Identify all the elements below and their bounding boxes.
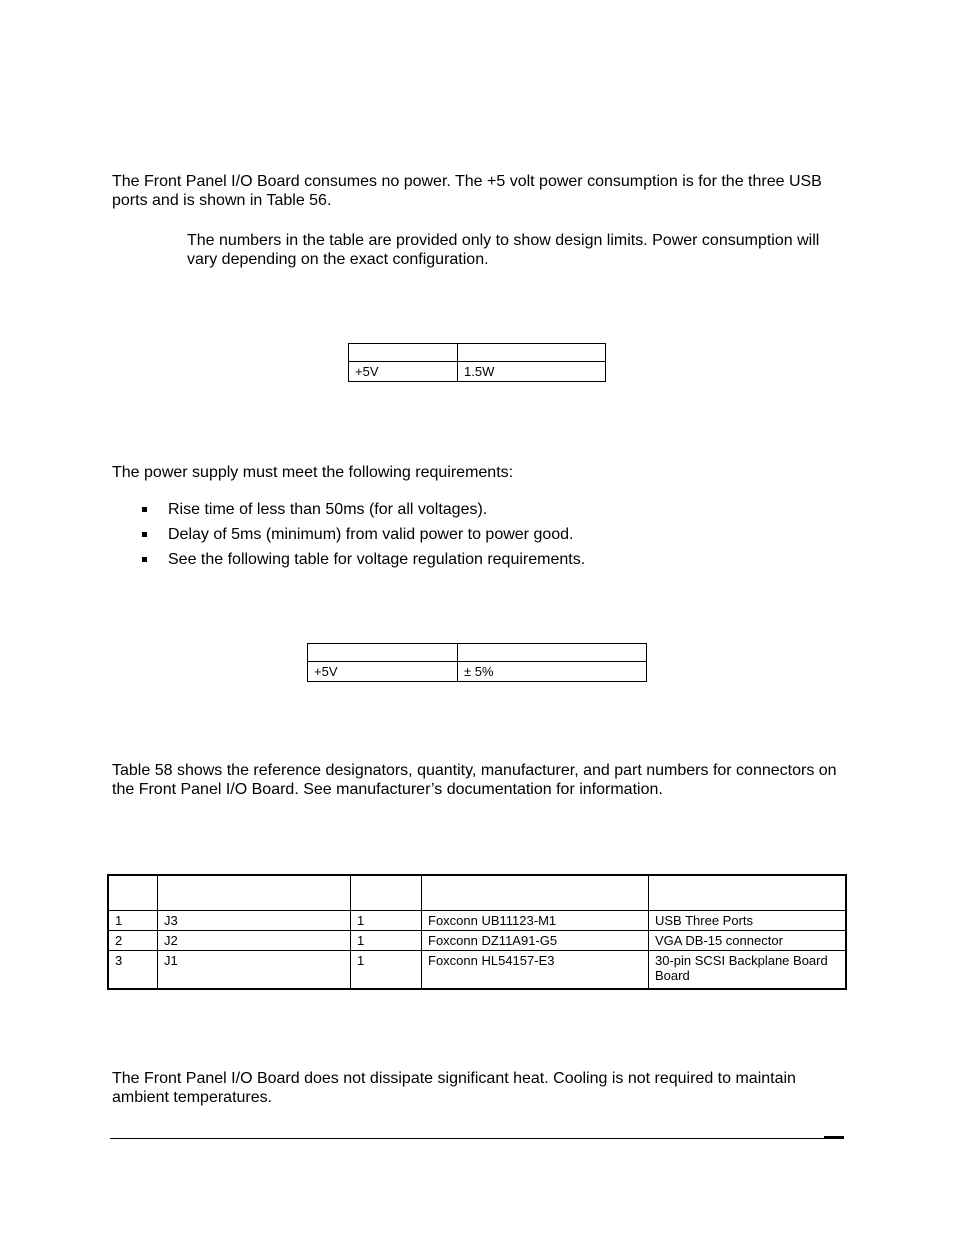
table-row (349, 362, 606, 382)
table-cell: USB Three Ports (649, 911, 847, 931)
table-cell: 1 (108, 911, 158, 931)
power-requirements-intro: The power supply must meet the following requirements: (112, 464, 514, 481)
table-cell: ± 5% (458, 662, 647, 682)
power-consumption-note: The numbers in the table are provided only to show design limits. Power consumption will vary depending on the exact configuration. (187, 232, 820, 268)
table-header-cell (458, 344, 606, 362)
table-cell: 2 (108, 931, 158, 951)
table-header-cell (422, 875, 649, 911)
table-cell: VGA DB-15 connector (649, 931, 847, 951)
table-cell: 1.5W (458, 362, 606, 382)
table-header-cell (349, 344, 458, 362)
table-cell: +5V (349, 362, 458, 382)
table-cell: 1 (351, 931, 422, 951)
table-row (108, 911, 846, 931)
table-cell: Foxconn DZ11A91-G5 (422, 931, 649, 951)
list-item-text: See the following table for voltage regulation requirements. (168, 551, 586, 568)
bullet-square-icon (142, 507, 147, 512)
bullet-square-icon (142, 532, 147, 537)
bullet-square-icon (142, 557, 147, 562)
table-header-cell (458, 644, 647, 662)
power-consumption-table (348, 343, 606, 382)
voltage-regulation-table (307, 643, 647, 682)
table-header-row (308, 644, 647, 662)
cooling-paragraph: The Front Panel I/O Board does not dissipate significant heat. Cooling is not required to maintain ambient temperatures. (112, 1070, 796, 1106)
table-cell: 3 (108, 951, 158, 990)
footer-rule-mark (824, 1136, 844, 1138)
list-item-text: Delay of 5ms (minimum) from valid power to power good. (168, 526, 574, 543)
footer-rule (110, 1138, 844, 1139)
table-row (108, 951, 846, 990)
list-item-text: Rise time of less than 50ms (for all voltages). (168, 501, 488, 518)
table-cell: J2 (158, 931, 351, 951)
table-cell: 1 (351, 911, 422, 931)
table-cell: +5V (308, 662, 458, 682)
table-header-row (349, 344, 606, 362)
table-cell: Foxconn HL54157-E3 (422, 951, 649, 990)
table-cell: 30-pin SCSI Backplane Board Board (649, 951, 847, 990)
connectors-table (107, 874, 847, 990)
connectors-paragraph: Table 58 shows the reference designators, quantity, manufacturer, and part numbers for connectors on the Front Panel I/O Board. See manufacturer’s documentation for information. (112, 762, 837, 798)
table-header-cell (308, 644, 458, 662)
list-item (140, 500, 585, 525)
table-cell: J1 (158, 951, 351, 990)
table-row (308, 662, 647, 682)
list-item (140, 525, 585, 550)
table-header-cell (351, 875, 422, 911)
table-cell: Foxconn UB11123-M1 (422, 911, 649, 931)
power-requirements-list (140, 500, 585, 575)
table-cell: J3 (158, 911, 351, 931)
table-header-cell (108, 875, 158, 911)
list-item (140, 550, 585, 575)
table-header-row (108, 875, 846, 911)
table-cell: 1 (351, 951, 422, 990)
table-header-cell (649, 875, 847, 911)
power-consumption-paragraph: The Front Panel I/O Board consumes no power. The +5 volt power consumption is for the three USB ports and is shown in Table 56. (112, 173, 822, 209)
table-header-cell (158, 875, 351, 911)
table-row (108, 931, 846, 951)
